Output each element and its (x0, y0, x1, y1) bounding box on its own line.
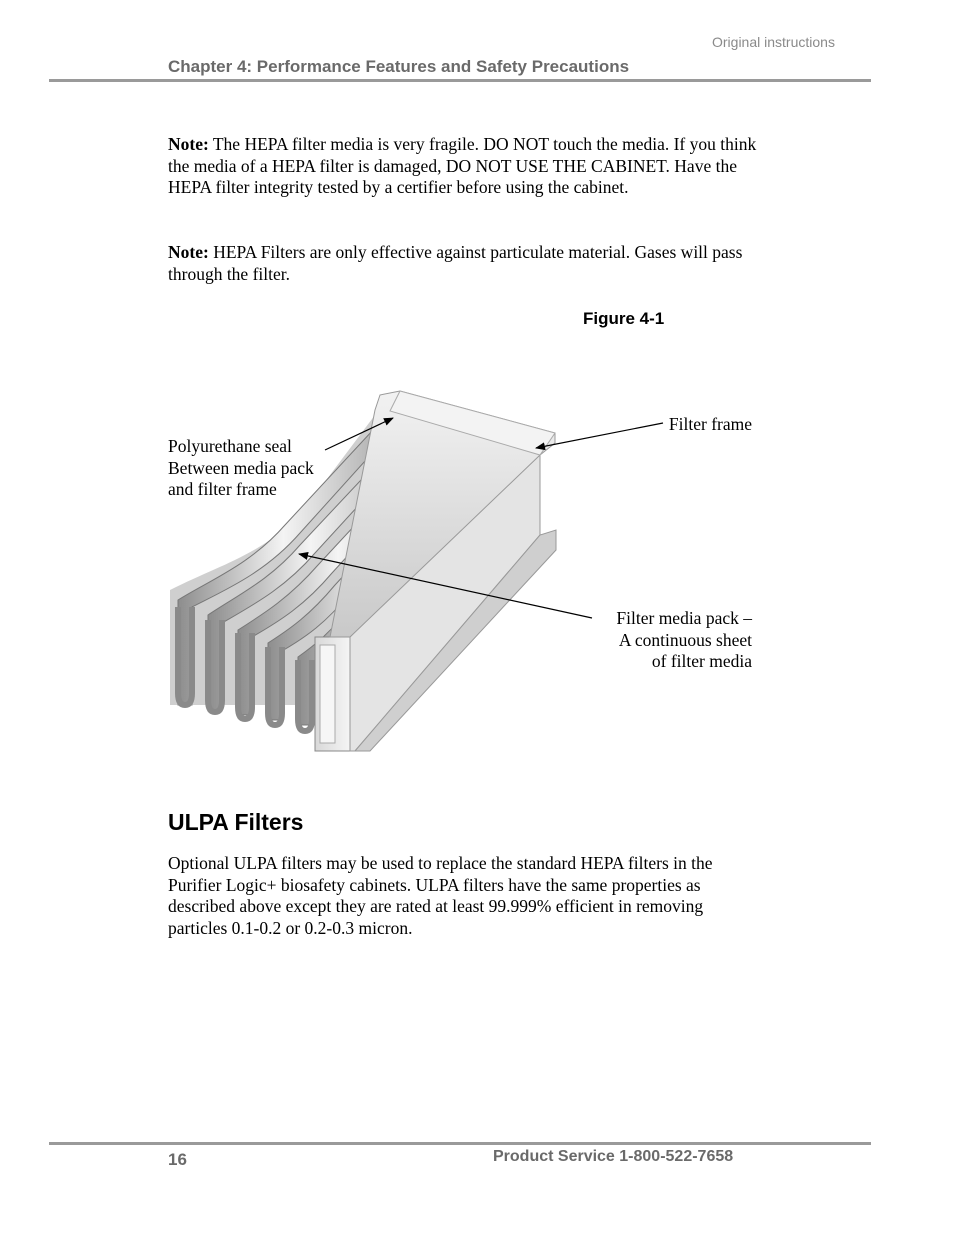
callout-line: Filter media pack – (616, 608, 752, 628)
note-text: HEPA Filters are only effective against particulate material. Gases will pass through the filter. (168, 242, 743, 284)
figure-caption: Figure 4-1 (583, 309, 665, 328)
header-rule (49, 79, 871, 82)
note-label: Note: (168, 242, 209, 262)
callout-filter-frame: Filter frame (668, 414, 752, 434)
callout-filter-media-pack (560, 608, 752, 673)
ulpa-description: Optional ULPA filters may be used to replace the standard HEPA filters in the Purifier Logic+ biosafety cabinets. ULPA filters have the same properties as described above except they are rated at least 99.999% efficient in removing particles 0.1-0.2 or 0.2-0.3 micron. (168, 853, 713, 938)
note-label: Note: (168, 134, 209, 154)
callout-line: A continuous sheet (618, 629, 752, 650)
chapter-title: Chapter 4: Performance Features and Safety Precautions (168, 57, 630, 76)
page-number: 16 (168, 1150, 187, 1169)
section-heading-ulpa: ULPA Filters (168, 809, 304, 835)
callout-line: Between media pack (168, 457, 314, 478)
note-text: The HEPA filter media is very fragile. DO NOT touch the media. If you think the media of a HEPA filter is damaged, DO NOT USE THE CABINET. Have the HEPA filter integrity tested by a certifier before using the cabinet. (168, 134, 757, 197)
callout-polyurethane-seal (168, 436, 314, 501)
product-service-phone: Product Service 1-800-522-7658 (493, 1148, 734, 1165)
callout-line: and filter frame (168, 479, 277, 499)
callout-line: of filter media (651, 651, 752, 671)
callout-line: Polyurethane seal (168, 436, 292, 456)
note-fragile-media (168, 134, 758, 199)
original-instructions-note: Original instructions (712, 34, 835, 50)
note-particulate-only (168, 242, 758, 285)
footer-rule (49, 1142, 871, 1145)
